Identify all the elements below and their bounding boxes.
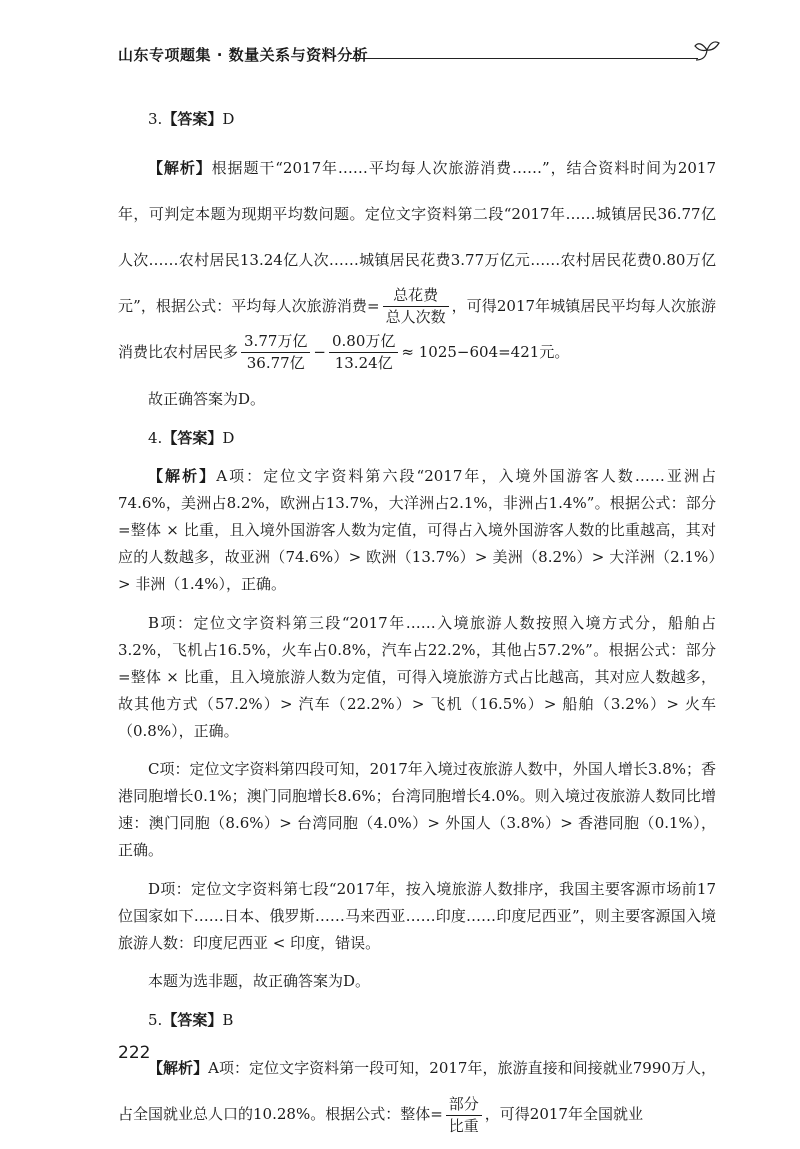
q3-fraction-urban-den: 36.77亿 [246,354,305,372]
q3-formula-fraction [383,285,449,328]
q4-analysis-tag: 【解析】 [148,467,217,485]
q5-formula-denominator: 比重 [448,1116,479,1135]
q4-option-c-text: C项：定位文字资料第四段可知，2017年入境过夜旅游人数中，外国人增长3.8%；香港同胞增长0.1%；澳门同胞增长8.6%；台湾同胞增长4.0%。则入境过夜旅游人数同比增速：澳门同胞（8.6%）> 台湾同胞（4.0%）> 外国人（3.8%）> 香港同胞（0.1%），正确。 [118,760,716,859]
q5-number: 5. [148,1010,163,1029]
q5-analysis-a [118,1045,716,1137]
q3-analysis-text: 根据题干“2017年……平均每人次旅游消费……”，结合资料时间为2017年，可判定本题为现期平均数问题。定位文字资料第二段“2017年……城镇居民36.77亿人次……农村居民13.24亿人次……城镇居民花费3.77万亿元……农村居民花费0.80万亿元”，根据公式：平均每人次旅游消费= [118,158,716,315]
q3-number: 3. [148,110,163,128]
q4-option-b-text: B项：定位文字资料第三段“2017年……入境旅游人数按照入境方式分，船舶占3.2%，飞机占16.5%，火车占0.8%，汽车占22.2%，其他占57.2%”。根据公式：部分=整体 × 比重，且入境旅游人数为定值，可得入境旅游方式占比越高，其对应人数越多，故其他方式（57.2%）> 汽车（22.2%）> 飞机（16.5%）> 船舶（3.2%）> 火车（0.8%），正确。 [118,613,716,740]
q4-option-a-text: A项：定位文字资料第六段“2017年，入境外国游客人数……亚洲占74.6%，美洲占8.2%，欧洲占13.7%，大洋洲占2.1%，非洲占1.4%”。根据公式：部分=整体 × 比重，且入境外国游客人数为定值，可得占入境外国游客人数的比重越高，其对应的人数越多，故亚洲（74.6%）> 欧洲（13.7%）> 美洲（8.2%）> 大洋洲（2.1%）> 非洲（1.4%），正确。 [118,467,716,593]
q3-answer-value: D [222,110,235,128]
q5-formula-fraction [446,1094,482,1137]
q3-analysis [118,145,716,375]
page-content [118,106,716,1149]
q3-fraction-rural [329,331,398,374]
q3-formula-denominator: 总人次数 [385,308,446,326]
q3-fraction-rural-num: 0.80万亿 [329,331,398,353]
header-title: 山东专项题集 · 数量关系与资料分析 [118,46,369,64]
q3-analysis-tag: 【解析】 [148,158,212,177]
q5-option-a-text: A项：定位文字资料第一段可知，2017年，旅游直接和间接就业7990万人，占全国就业总人口的10.28%。根据公式：整体= [118,1059,716,1123]
q3-minus: − [313,342,326,361]
q3-fraction-urban-num: 3.77万亿 [241,331,310,353]
q3-fraction-rural-den: 13.24亿 [334,354,393,372]
q5-answer-tag: 【答案】 [162,1010,223,1029]
q3-answer [118,106,716,133]
q5-answer-value: B [222,1010,234,1029]
running-header [118,40,718,70]
page-number: 222 [118,1043,151,1063]
sprout-icon [692,36,722,66]
q4-analysis-a [118,463,716,598]
q5-option-a-text-after: ，可得2017年全国就业 [484,1105,643,1123]
q4-answer [118,425,716,452]
q5-formula-numerator: 部分 [446,1094,482,1116]
q4-conclusion: 本题为选非题，故正确答案为D。 [148,972,371,990]
q4-answer-value: D [222,428,235,447]
q4-answer-tag: 【答案】 [162,428,223,447]
q5-analysis-tag: 【解析】 [148,1059,209,1077]
q3-answer-tag: 【答案】 [162,110,223,128]
q4-option-d-text: D项：定位文字资料第七段“2017年，按入境旅游人数排序，我国主要客源市场前17位国家如下……日本、俄罗斯……马来西亚……印度……印度尼西亚”，则主要客源国入境旅游人数：印度尼西亚 < 印度，错误。 [118,879,716,952]
q3-formula-numerator: 总花费 [383,285,449,307]
q3-fraction-urban [241,331,310,374]
q5-answer [118,1007,716,1034]
q3-analysis-text-2: ，可得2017年城镇居民平均每人次旅游消费比农村居民多 [118,296,716,361]
q4-number: 4. [148,428,163,447]
q3-result: ≈ 1025−604=421元。 [401,342,570,361]
q3-conclusion: 故正确答案为D。 [148,390,266,408]
header-rule [350,58,698,59]
